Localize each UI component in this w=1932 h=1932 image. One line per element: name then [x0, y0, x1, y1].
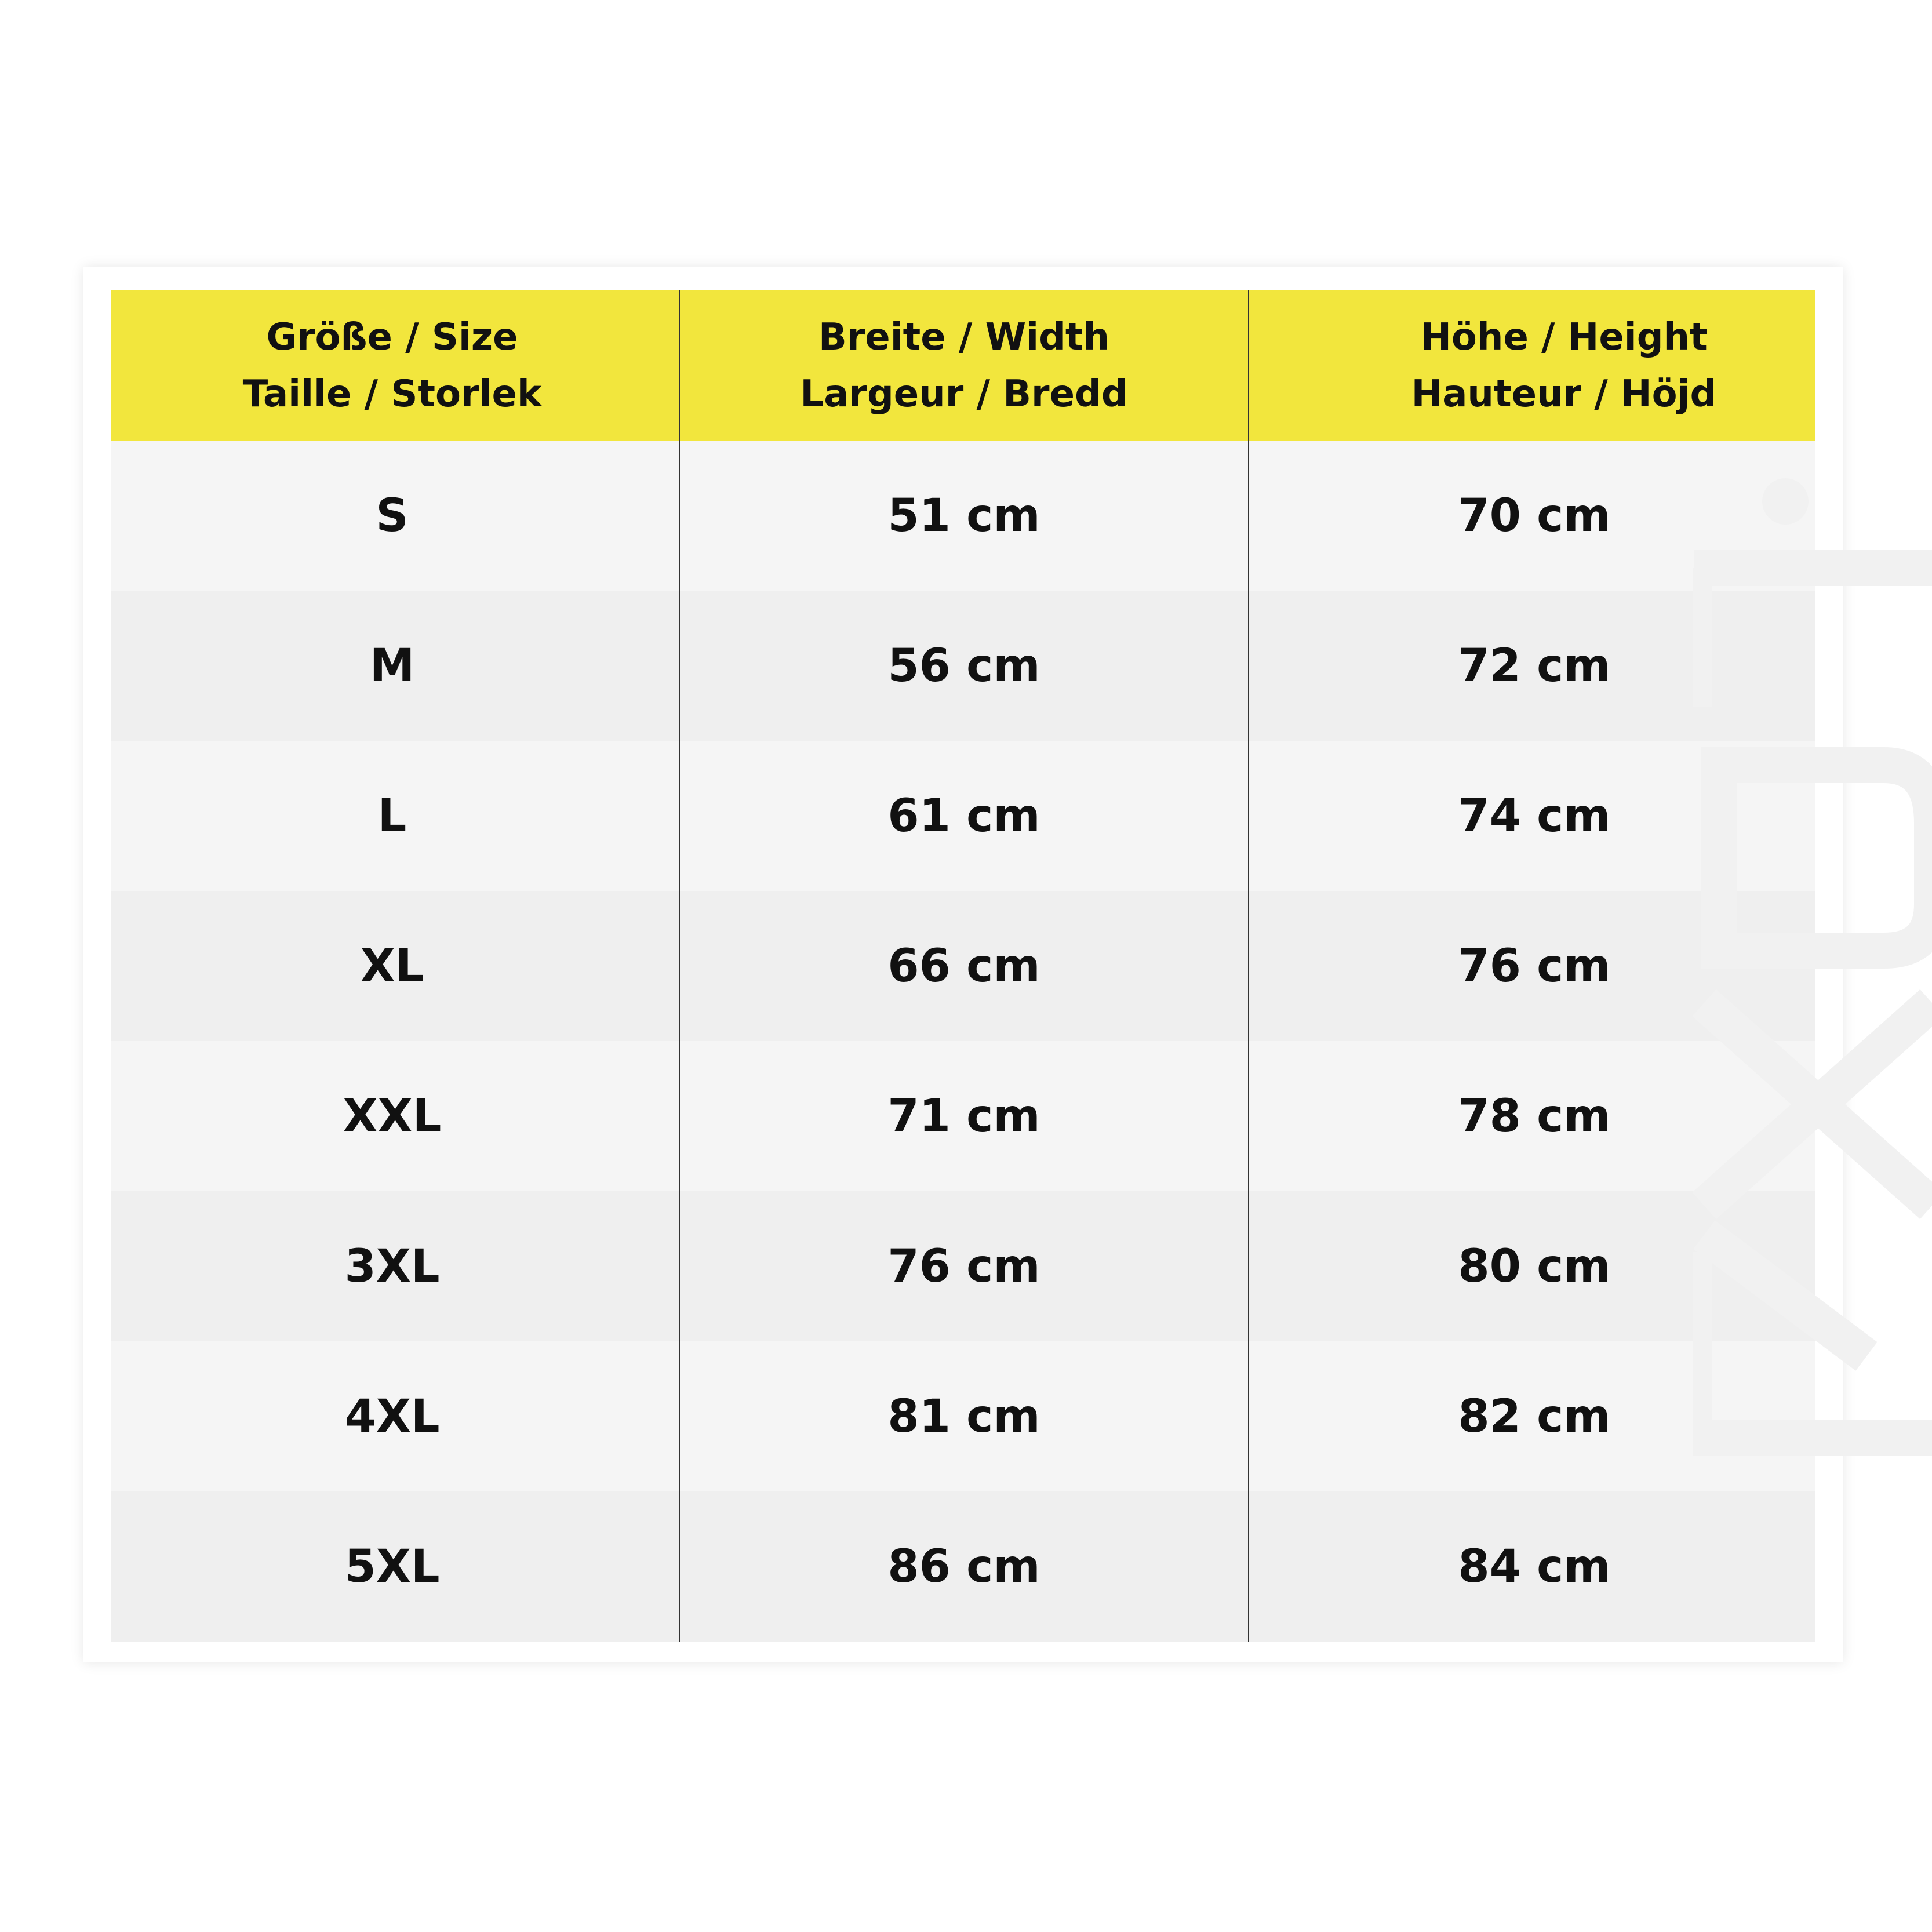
- cell-size: 4XL: [111, 1341, 679, 1491]
- header-size-line1: Größe / Size: [266, 315, 518, 359]
- cell-size: 5XL: [111, 1491, 679, 1642]
- table-row: [111, 1341, 1815, 1491]
- cell-height: 82 cm: [1249, 1341, 1815, 1491]
- table-row: [111, 1191, 1815, 1341]
- cell-height: 76 cm: [1249, 891, 1815, 1041]
- cell-size: XL: [111, 891, 679, 1041]
- cell-size: L: [111, 741, 679, 891]
- cell-height: 70 cm: [1249, 441, 1815, 591]
- table-row: [111, 591, 1815, 741]
- cell-height: 84 cm: [1249, 1491, 1815, 1642]
- size-chart-table: [111, 290, 1815, 1642]
- table-header-row: [111, 290, 1815, 441]
- cell-size: S: [111, 441, 679, 591]
- cell-width: 51 cm: [679, 441, 1249, 591]
- table-row: [111, 1491, 1815, 1642]
- table-row: [111, 891, 1815, 1041]
- cell-width: 56 cm: [679, 591, 1249, 741]
- cell-width: 76 cm: [679, 1191, 1249, 1341]
- table-row: [111, 441, 1815, 591]
- header-width-line1: Breite / Width: [818, 315, 1110, 359]
- header-width: [679, 290, 1249, 441]
- cell-height: 78 cm: [1249, 1041, 1815, 1191]
- header-height: [1249, 290, 1815, 441]
- cell-height: 74 cm: [1249, 741, 1815, 891]
- cell-size: M: [111, 591, 679, 741]
- cell-size: 3XL: [111, 1191, 679, 1341]
- cell-width: 86 cm: [679, 1491, 1249, 1642]
- cell-height: 80 cm: [1249, 1191, 1815, 1341]
- cell-width: 61 cm: [679, 741, 1249, 891]
- size-chart-card: [83, 267, 1843, 1662]
- header-height-line2: Hauteur / Höjd: [1411, 372, 1717, 416]
- table-row: [111, 741, 1815, 891]
- cell-size: XXL: [111, 1041, 679, 1191]
- cell-width: 66 cm: [679, 891, 1249, 1041]
- header-height-line1: Höhe / Height: [1420, 315, 1708, 359]
- table-row: [111, 1041, 1815, 1191]
- cell-height: 72 cm: [1249, 591, 1815, 741]
- header-size-line2: Taille / Storlek: [242, 372, 542, 416]
- header-width-line2: Largeur / Bredd: [800, 372, 1128, 416]
- cell-width: 81 cm: [679, 1341, 1249, 1491]
- cell-width: 71 cm: [679, 1041, 1249, 1191]
- header-size: [111, 290, 679, 441]
